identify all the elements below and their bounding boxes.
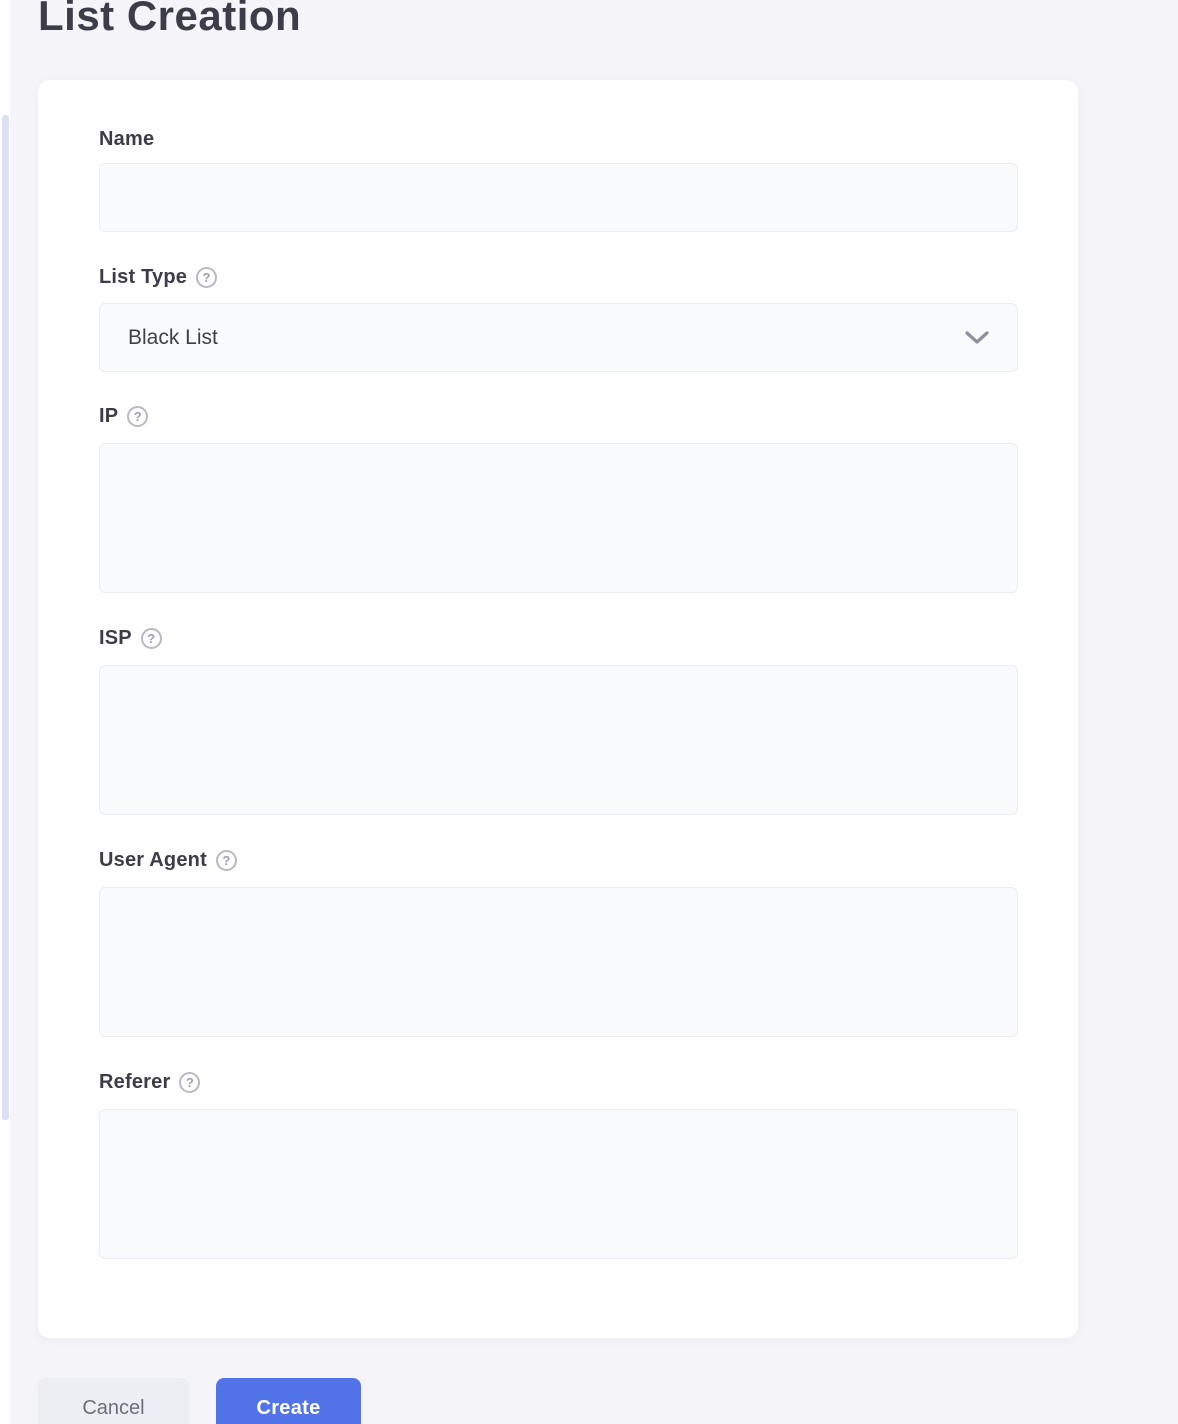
name-label <box>99 127 154 151</box>
left-scrollbar-thumb[interactable] <box>2 115 9 1120</box>
ip-label-text: IP <box>99 404 119 427</box>
page-title: List Creation <box>38 0 302 39</box>
isp-help-icon[interactable]: ? <box>141 628 162 649</box>
list-type-label <box>99 265 217 289</box>
user-agent-label <box>99 848 237 872</box>
ip-help-icon[interactable]: ? <box>127 406 148 427</box>
ip-label <box>99 404 148 428</box>
chevron-down-icon <box>965 331 989 345</box>
user-agent-label-text: User Agent <box>99 848 207 871</box>
isp-textarea[interactable] <box>99 665 1018 815</box>
name-label-text: Name <box>99 127 155 150</box>
list-type-select[interactable] <box>99 303 1018 372</box>
cancel-button[interactable]: Cancel <box>38 1378 189 1424</box>
referer-label <box>99 1070 200 1094</box>
isp-label-text: ISP <box>99 626 132 649</box>
referer-label-text: Referer <box>99 1070 171 1093</box>
referer-textarea[interactable] <box>99 1109 1018 1259</box>
list-type-help-icon[interactable]: ? <box>196 267 217 288</box>
left-scrollbar-track <box>0 0 10 1424</box>
user-agent-help-icon[interactable]: ? <box>216 850 237 871</box>
list-type-label-text: List Type <box>99 265 188 288</box>
ip-textarea[interactable] <box>99 443 1018 593</box>
referer-help-icon[interactable]: ? <box>179 1072 200 1093</box>
list-type-selected-value: Black List <box>128 325 218 349</box>
list-creation-form-card <box>38 80 1078 1338</box>
name-input[interactable] <box>99 163 1018 232</box>
isp-label <box>99 626 162 650</box>
user-agent-textarea[interactable] <box>99 887 1018 1037</box>
create-button[interactable]: Create <box>216 1378 361 1424</box>
